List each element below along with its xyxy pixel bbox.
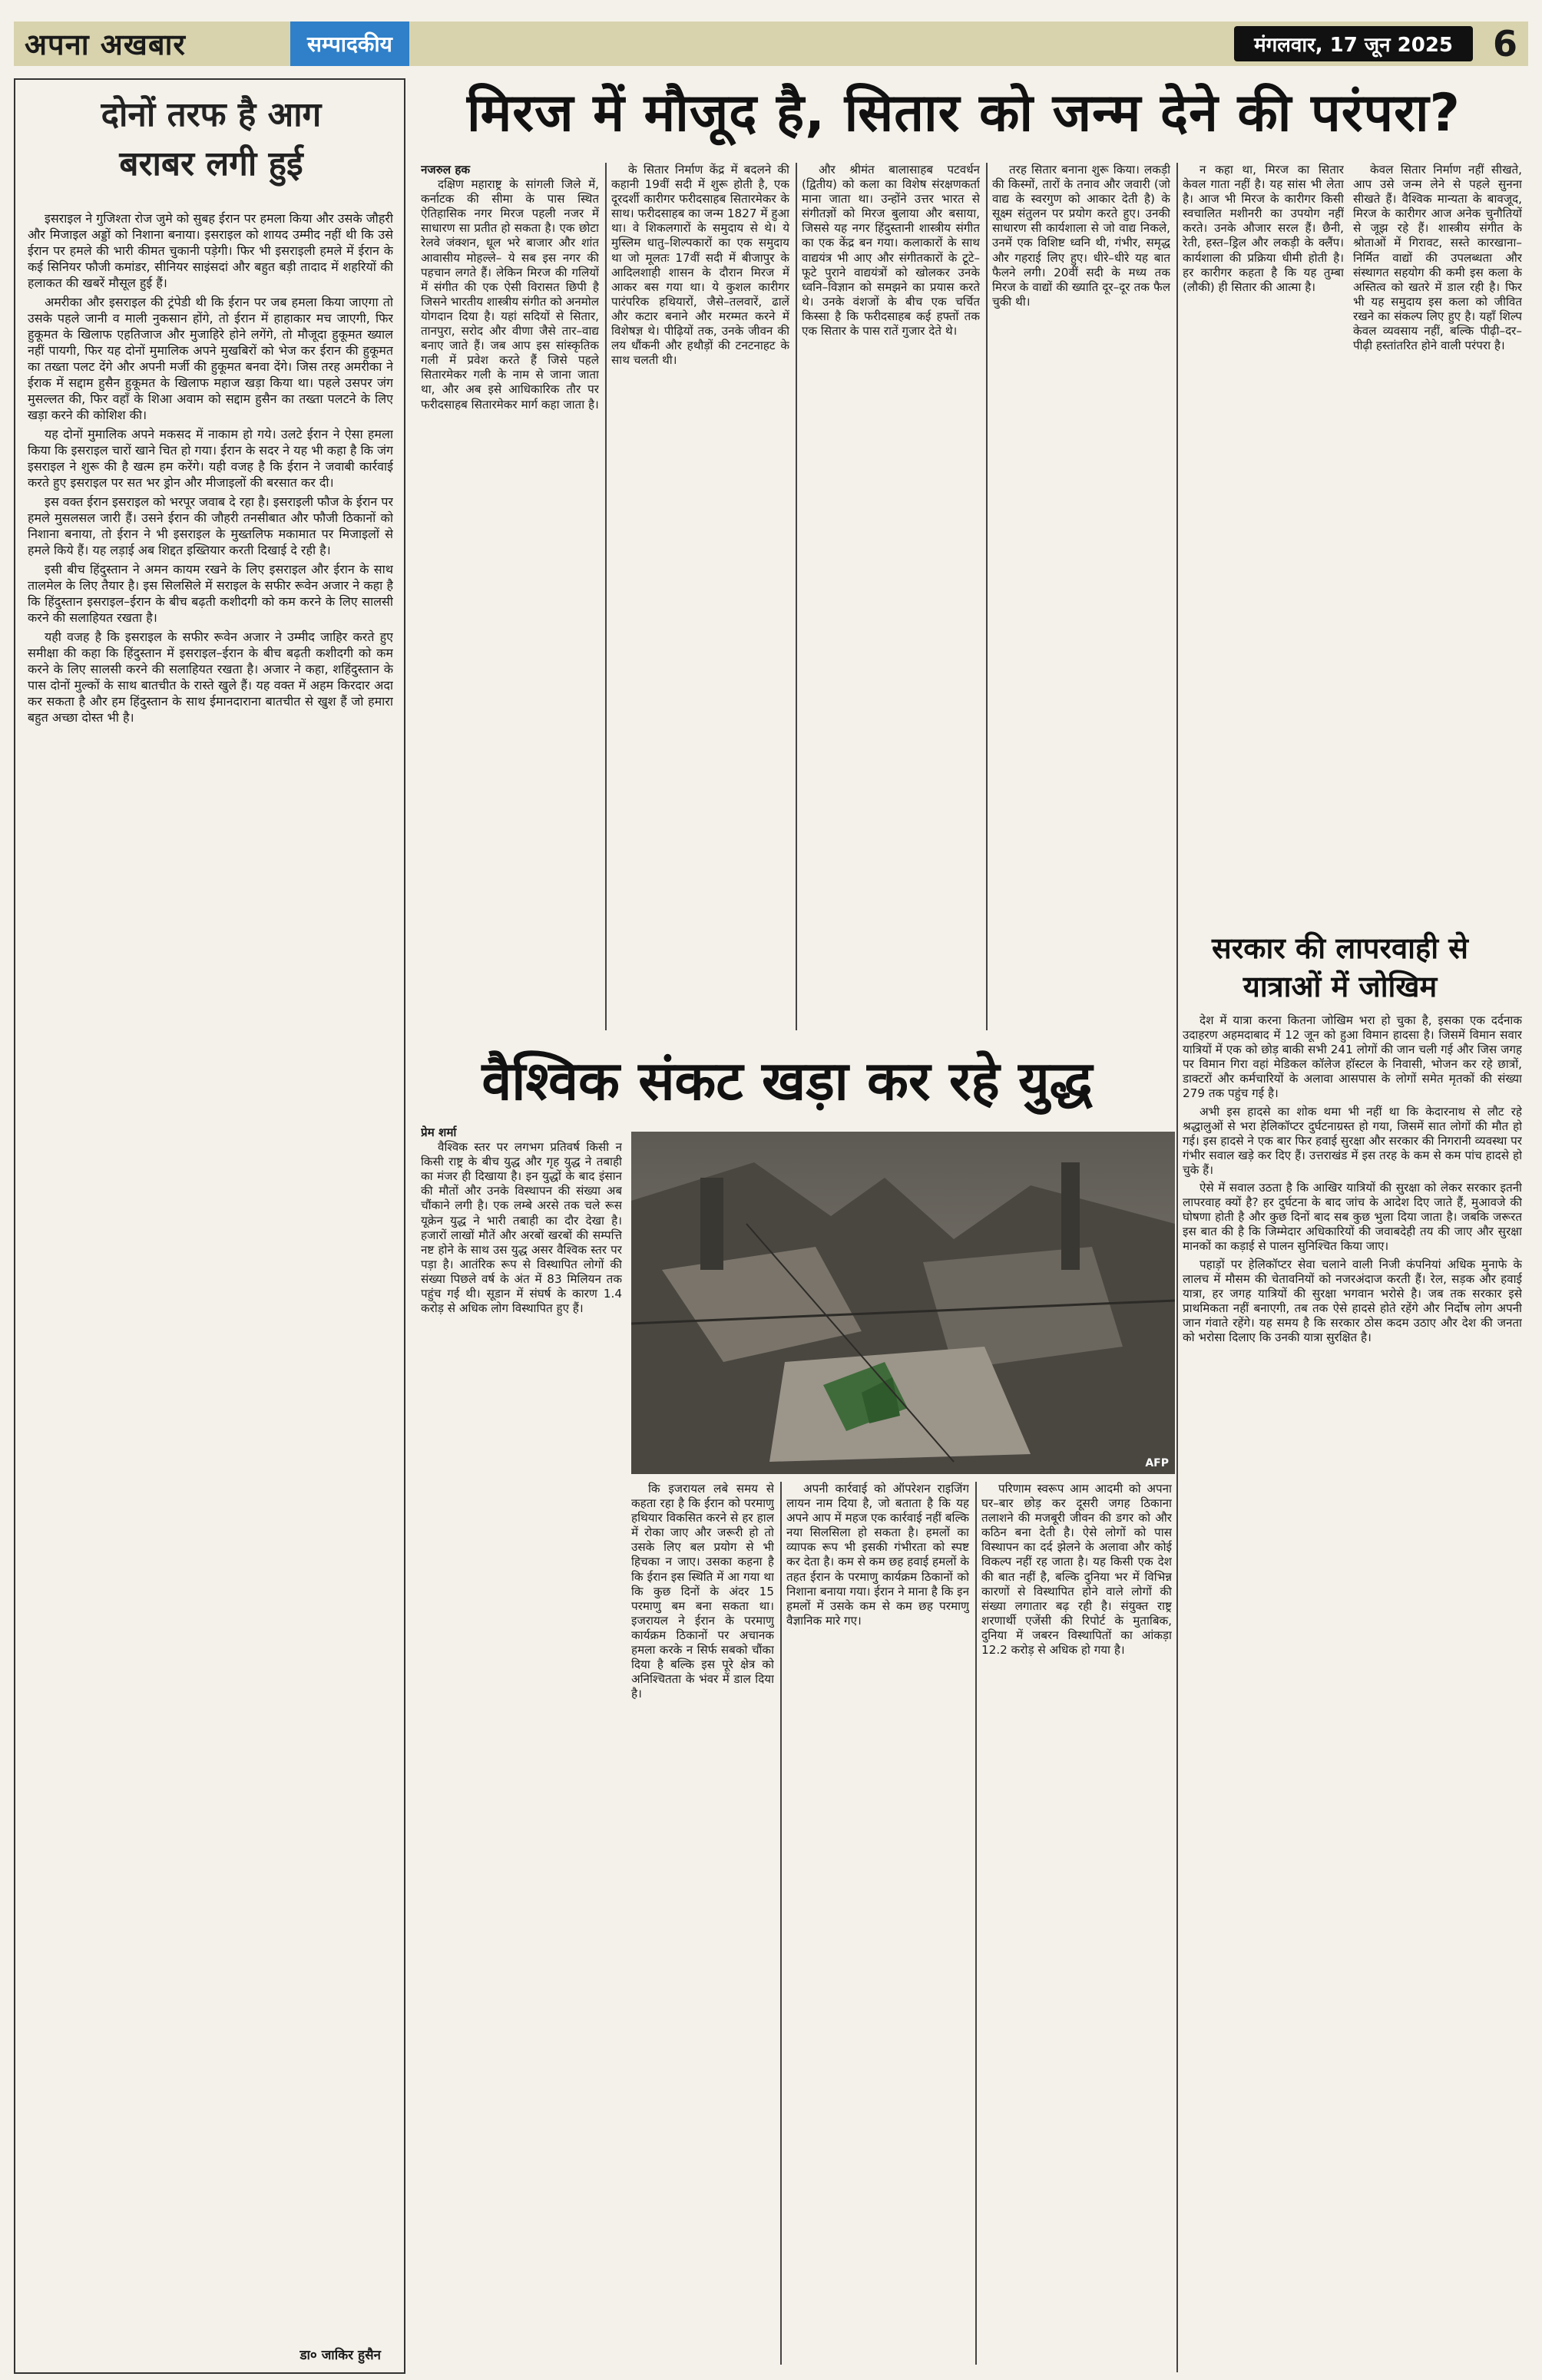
- war-paragraph: कि इजरायल लबे समय से कहता रहा है कि ईरान को परमाणु हथियार विकसित करने से हर हाल में रोका जाए और जरूरी हो तो उसके लिए बल प्रयोग से भी हिचका न जाए। उसका कहना है कि ईरान इस स्थिति में आ गया था कि कुछ दिनों के अंदर 15 परमाणु बम बना सकता था। इजरायल ने ईरान के परमाणु कार्यक्रम ठिकानों पर अचानक हमला करके न सिर्फ सबको चौंका दिया है बल्कि इस पूरे क्षेत्र को अनिश्चितता के भंवर में डाल दिया है।: [631, 1482, 774, 1701]
- editorial-title-line1: दोनों तरफ है आग: [101, 95, 322, 134]
- negligence-headline-line1: सरकार की लापरवाही से: [1212, 931, 1468, 965]
- column-divider: [1176, 929, 1178, 2372]
- sitar-column-5: [1183, 163, 1344, 919]
- editorial-title-line2: बराबर लगी हुई: [119, 144, 303, 183]
- section-label: सम्पादकीय: [290, 21, 409, 66]
- editorial-box: [14, 78, 405, 2374]
- sitar-column-2: [611, 163, 789, 1034]
- war-headline: वैश्विक संकट खड़ा कर रहे युद्ध: [481, 1050, 1093, 1112]
- editorial-title: [31, 91, 392, 189]
- photo-credit: AFP: [1145, 1457, 1169, 1469]
- war-column-3: [786, 1482, 969, 2368]
- column-divider: [975, 1482, 977, 2365]
- column-divider: [780, 1482, 782, 2365]
- sitar-column-3: [802, 163, 980, 1034]
- editorial-byline: डा० जाकिर हुसैन: [299, 2348, 381, 2363]
- newspaper-brand: अपना अखबार: [25, 28, 186, 61]
- sitar-headline: मिरज में मौजूद है, सितार को जन्म देने की परंपरा?: [466, 83, 1461, 144]
- sitar-column-4: [992, 163, 1170, 1034]
- sitar-paragraph: न कहा था, मिरज का सितार केवल गाता नहीं है। यह सांस भी लेता है। आज भी मिरज के कारीगर किसी स्वचालित मशीनरी का उपयोग नहीं करते। उनके औजार सरल हैं। छैनी, रेती, हस्त–ड्रिल और लकड़ी के क्लैंप। कार्यशाला की प्रक्रिया धीमी होती है। हर कारीगर कहता है कि यह तुम्बा (लौकी) ही सितार की आत्मा है।: [1183, 163, 1344, 294]
- sitar-column-1: [421, 163, 599, 1034]
- war-paragraph: परिणाम स्वरूप आम आदमी को अपना घर–बार छोड़ कर दूसरी जगह ठिकाना तलाशने की मजबूरी जीवन की डगर को और कठिन बना देती है। ऐसे लोगों को पास विस्थापन का दर्द झेलने के अलावा और कोई विकल्प नहीं रह जाता है। यह किसी एक देश की बात नहीं है, बल्कि दुनिया भर में विभिन्न कारणों से विस्थापित होने वाले लोगों की संख्या लगातार बढ़ रही है। संयुक्त राष्ट्र शरणार्थी एजेंसी की रिपोर्ट के मुताबिक, दुनिया में जबरन विस्थापितों का आंकड़ा 12.2 करोड़ से अधिक हो गया है।: [981, 1482, 1172, 1658]
- war-photo: [631, 1132, 1175, 1474]
- editorial-paragraph: यही वजह है कि इसराइल के सफीर रूवेन अजार ने उम्मीद जाहिर करते हुए समीक्षा की कहा कि हिंदुस्तान में इसराइल–ईरान के बीच बढ़ती कशीदगी को कम करने के लिए सालसी करने की सलाहियत रखता है। अजार ने कहा, शहिंदुस्तान के पास दोनों मुल्कों के साथ बातचीत के रास्ते खुले हैं। यह वक्त में अहम किरदार अदा कर सकता है और हम हिंदुस्तान के साथ ईमानदाराना बातचीत से खुश हैं जो हमारा बहुत अच्छा दोस्त भी है।: [28, 630, 393, 725]
- page-number: 6: [1492, 23, 1517, 64]
- column-divider: [605, 163, 607, 1030]
- sitar-paragraph: दक्षिण महाराष्ट्र के सांगली जिले में, कर्नाटक की सीमा के पास स्थित ऐतिहासिक नगर मिरज पहली नजर में साधारण सा प्रतीत हो सकता है। एक छोटा रेलवे जंक्शन, धूल भरे बाजार और शांत आवासीय मोहल्ले– ये सब इस नगर की पहचान लगते हैं। लेकिन मिरज की गलियों में संगीत की एक ऐसी विरासत छिपी है जिसने भारतीय शास्त्रीय संगीत को अनमोल योगदान दिया है। यहां सदियों से सितार, तानपुरा, सरोद और वीणा जैसे तार–वाद्य बनाए जाते हैं। जब आप इस सांस्कृतिक गली में प्रवेश करते हैं जिसे पहले सितारमेकर गली के नाम से जाना जाता था, और अब इसे आधिकारिक तौर पर फरीदसाहब सितारमेकर मार्ग कहा जाता है।: [421, 177, 599, 412]
- war-column-1: [421, 1126, 622, 2369]
- sitar-column-6: [1353, 163, 1522, 919]
- negligence-paragraph: देश में यात्रा करना कितना जोखिम भरा हो चुका है, इसका एक दर्दनाक उदाहरण अहमदाबाद में 12 जून को हुआ विमान हादसा है। जिसमें विमान सवार यात्रियों में एक को छोड़ बाकी सभी 241 लोगों की जान चली गई और जिस जगह पर विमान गिरा वहां मेडिकल कॉलेज हॉस्टल के निवासी, भोजन कर रहे छात्रों, डाक्टरों और कर्मचारियों के अलावा आसपास के लोगों समेत मृतकों की संख्या 279 तक पहुंच गई है।: [1183, 1013, 1522, 1101]
- sitar-paragraph: और श्रीमंत बालासाहब पटवर्धन (द्वितीय) को कला का विशेष संरक्षणकर्ता माना जाता था। उन्होंने उत्तर भारत से संगीतज्ञों को मिरज बुलाया और बसाया, जिससे यह नगर हिंदुस्तानी शास्त्रीय संगीत का एक केंद्र बन गया। कलाकारों के साथ वाद्ययंत्र भी आए और संगीतकारों के टूटे–फूटे पुराने वाद्ययंत्रों को खोलकर उनके ध्वनि–विज्ञान को समझने का प्रयास करते थे। उनके वंशजों के बीच एक चर्चित किस्सा है कि फरीदसाहब कई हफ्तों तक एक सितार के पास रातें गुजार देते थे।: [802, 163, 980, 339]
- war-paragraph: अपनी कार्रवाई को ऑपरेशन राइजिंग लायन नाम दिया है, जो बताता है कि यह अपने आप में महज एक कार्रवाई नहीं बल्कि नया सिलसिला हो सकता है। हमलों का व्यापक रूप भी इसकी गंभीरता को स्पष्ट कर देता है। कम से कम छह हवाई हमलों के तहत ईरान के परमाणु कार्यक्रम ठिकानों को निशाना बनाया गया। ईरान ने माना है कि इन हमलों में उसके कम से कम छह परमाणु वैज्ञानिक मारे गए।: [786, 1482, 969, 1628]
- war-column-4: [981, 1482, 1172, 2368]
- sitar-author: नजरुल हक: [421, 163, 471, 177]
- war-column-2: [631, 1482, 774, 2368]
- negligence-headline: [1160, 929, 1520, 1006]
- war-author: प्रेम शर्मा: [421, 1126, 457, 1139]
- sitar-paragraph: केवल सितार निर्माण नहीं सीखते, आप उसे जन्म लेने से पहले सुनना सीखते हैं। वैश्विक मान्यता के बावजूद, मिरज के कारीगर आज अनेक चुनौतियों से जूझ रहे हैं। शास्त्रीय संगीत के श्रोताओं में गिरावट, सस्ते कारखाना–निर्मित वाद्यों की उपलब्धता और संस्थागत सहयोग की कमी इस कला के अस्तित्व को खतरे में डाल रही है। फिर भी यह समुदाय इस कला को जीवित रखने का संकल्प लिए हुए है। यहाँ शिल्प केवल व्यवसाय नहीं, बल्कि पीढ़ी–दर–पीढ़ी हस्तांतरित होने वाली परंपरा है।: [1353, 163, 1522, 353]
- editorial-paragraph: इसी बीच हिंदुस्तान ने अमन कायम रखने के लिए इसराइल और ईरान के साथ तालमेल के लिए तैयार है। इस सिलसिले में सराइल के सफीर रूवेन अजार ने कहा है कि हिंदुस्तान इसराइल–ईरान के बीच बढ़ती कशीदगी को कम करने के लिए सालसी करने की सलाहियत रखता है।: [28, 562, 393, 625]
- editorial-paragraph: यह दोनों मुमालिक अपने मकसद में नाकाम हो गये। उलटे ईरान ने ऐसा हमला किया कि इसराइल चारों खाने चित हो गया। ईरान के सदर ने यह भी कहा है कि जंग इसराइल ने शुरू की है खत्म हम करेंगे। यही वजह है कि ईरान ने जवाबी कार्रवाई करते हुए इसराइल पर सत भर ड्रोन और मीजाइलों की बरसात कर दी।: [28, 427, 393, 490]
- negligence-headline-line2: यात्राओं में जोखिम: [1243, 970, 1438, 1003]
- editorial-body: [28, 210, 393, 2337]
- editorial-paragraph: इसराइल ने गुजिश्ता रोज जुमे को सुबह ईरान पर हमला किया और उसके जौहरी और मिजाइल अड्डों को निशाना बनाया। इसराइल को शायद उम्मीद नहीं थी कि उसे ईरान पर हमले की भारी कीमत चुकानी पड़ेगी। फिर भी इसराइली हमले में ईरान के कई सिनियर फौजी कमांडर, सीनियर साइंसदां और बहुत बड़ी तादाद में शहरियों की हलाकत की खबरें मौसूल हुई हैं।: [28, 211, 393, 290]
- column-divider: [796, 163, 797, 1030]
- negligence-paragraph: ऐसे में सवाल उठता है कि आखिर यात्रियों की सुरक्षा को लेकर सरकार इतनी लापरवाह क्यों है? हर दुर्घटना के बाद जांच के आदेश दिए जाते हैं, मुआवजे की घोषणा होती है और कुछ दिनों बाद सब कुछ भुला दिया जाता है। जबकि जरूरत इस बात की है कि जिम्मेदार अधिकारियों की जवाबदेही तय की जाए और सुरक्षा मानकों का कड़ाई से पालन सुनिश्चित किया जाए।: [1183, 1181, 1522, 1254]
- column-divider: [1176, 163, 1178, 1030]
- destroyed-building-image: [631, 1132, 1175, 1474]
- sitar-paragraph: के सितार निर्माण केंद्र में बदलने की कहानी 19वीं सदी में शुरू होती है, एक दूरदर्शी कारीगर फरीदसाहब सितारमेकर के साथ। फरीदसाहब का जन्म 1827 में हुआ था। वे शिकलगारों के समुदाय से थे। ये मुस्लिम धातु–शिल्पकारों का एक समुदाय था जो मूलतः 17वीं सदी में बीजापुर के आदिलशाही शासन के दौरान मिरज में आकर बस गया था। ये कुशल कारीगर पारंपरिक हथियारों, जैसे–तलवारें, ढालें और कटार बनाने और मरम्मत करने में विशेषज्ञ थे। पीढ़ियों तक, उनके जीवन की लय धौंकनी और हथौड़ों की टनटनाहट के साथ चलती थी।: [611, 163, 789, 368]
- negligence-paragraph: पहाड़ों पर हेलिकॉप्टर सेवा चलाने वाली निजी कंपनियां अधिक मुनाफे के लालच में मौसम की चेतावनियों को नजरअंदाज करती हैं। रेल, सड़क और हवाई यात्रा, हर जगह यात्रियों की सुरक्षा भगवान भरोसे है। जब तक सरकार इसे प्राथमिकता नहीं बनाएगी, तब तक ऐसे हादसे होते रहेंगे और निर्दोष लोग अपनी जान गंवाते रहेंगे। यह समय है कि सरकार ठोस कदम उठाए और देश की जनता को भरोसा दिलाए कि उनकी यात्रा सुरक्षित है।: [1183, 1257, 1522, 1344]
- negligence-paragraph: अभी इस हादसे का शोक थमा भी नहीं था कि केदारनाथ से लौट रहे श्रद्धालुओं से भरा हेलिकॉप्टर दुर्घटनाग्रस्त हो गया, जिसमें सात लोगों की मौत हो गई। इस हादसे ने एक बार फिर हवाई सुरक्षा और सरकार की निगरानी व्यवस्था पर गंभीर सवाल खड़े कर दिए हैं। उत्तराखंड में इस तरह के कम से कम पांच हादसे हो चुके हैं।: [1183, 1104, 1522, 1177]
- masthead: [14, 21, 1528, 66]
- issue-date: मंगलवार, 17 जून 2025: [1234, 26, 1473, 61]
- editorial-paragraph: अमरीका और इसराइल की ट्रंपेडी थी कि ईरान पर जब हमला किया जाएगा तो उसके पहले जानी व माली नुकसान होंगे, तो ईरान में हाहाकार मच जाएगी, फिर हुकूमत के खिलाफ एहतिजाज और मुजाहिरे होने लगेंगे, तो मौजूदा हुकूमत ख्याल नहीं पायगी, फिर यह दोनों मुमालिक अपने मुखबिरों को भेज कर ईरान की हुकूमत का तख्ता पलट देंगे और अपनी मर्जी की हुकूमत बनवा देंगे। जिस तरह अमरीका ने ईराक में सद्दाम हुसैन हुकूमत के खिलाफ महाज खड़ा किया था। पहले उसपर जंग मुसल्लत की, फिर वहाँ के शिआ अवाम को सद्दाम हुसैन का तख्ता पलटने के लिए खड़ा करने की कोशिश की।: [28, 295, 393, 422]
- war-paragraph: वैश्विक स्तर पर लगभग प्रतिवर्ष किसी न किसी राष्ट्र के बीच युद्ध और गृह युद्ध ने तबाही का मंजर ही दिखाया है। इन युद्धों के बाद इंसान की मौतों और उनके विस्थापन की संख्या अब चौंकाने लगी है। एक लम्बे अरसे तक चले रूस यूक्रेन युद्ध ने भारी तबाही का दौर देखा है। हजारों लाखों मौतें और अरबों खरबों की सम्पत्ति नष्ट होने के साथ उस युद्ध असर वैश्विक स्तर पर पड़ा है। आतंरिक रूप से विस्थापित लोगों की संख्या पिछले वर्ष के अंत में 83 मिलियन तक पहुंच गई थी। सूडान में संघर्ष के कारण 1.4 करोड़ से अधिक लोग विस्थापित हुए हैं।: [421, 1140, 622, 1316]
- negligence-body: [1183, 1013, 1522, 2372]
- editorial-paragraph: इस वक्त ईरान इसराइल को भरपूर जवाब दे रहा है। इसराइली फौज के ईरान पर हमले मुसलसल जारी हैं। उसने ईरान की जौहरी तनसीबात और फौजी ठिकानों को निशाना बनाया, तो ईरान ने भी इसराइल के मुख्तलिफ मकामात पर मिजाइलों से हमले किये हैं। यह लड़ाई अब शिद्दत इख्तियार करती दिखाई दे रही है।: [28, 494, 393, 557]
- sitar-paragraph: तरह सितार बनाना शुरू किया। लकड़ी की किस्मों, तारों के तनाव और जवारी (जो वाद्य के स्वरगुण को आकार देती है) के सूक्ष्म संतुलन पर प्रयोग करते हुए। उनकी साधारण सी कार्यशाला से जो वाद्य निकले, उनमें एक विशिष्ट ध्वनि थी, गंभीर, समृद्ध और गहराई लिए हुए। धीरे–धीरे यह बात फैलने लगी। 20वीं सदी के मध्य तक मिरज के वाद्यों की ख्याति दूर–दूर तक फैल चुकी थी।: [992, 163, 1170, 309]
- column-divider: [986, 163, 988, 1030]
